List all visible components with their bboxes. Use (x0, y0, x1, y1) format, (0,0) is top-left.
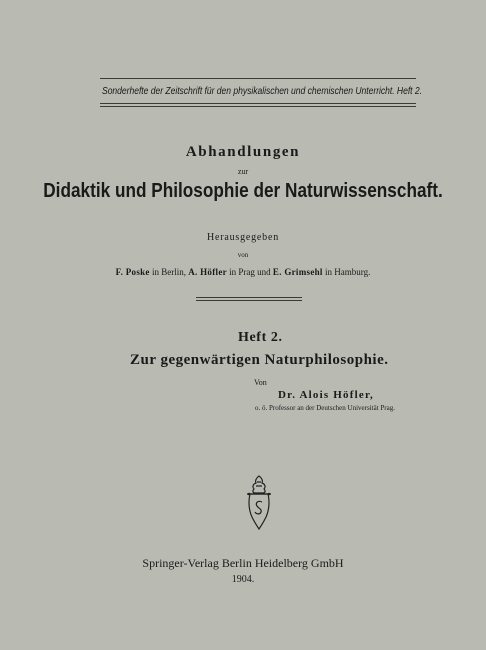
editors-line (0, 267, 486, 277)
collection-connector: zur (237, 167, 249, 176)
editor-name: E. Grimsehl (272, 267, 323, 277)
publication-year: 1904. (231, 574, 255, 585)
publisher-name: Springer-Verlag Berlin Heidelberg GmbH (142, 556, 344, 570)
series-title: Sonderhefte der Zeitschrift für den physikalischen und chemischen Unterricht. Heft 2. (102, 86, 422, 97)
editor-connector: und (257, 267, 271, 277)
edited-by-label: Herausgegeben (206, 232, 280, 243)
top-rule-lower-2 (100, 106, 416, 107)
author-affiliation: o. ö. Professor an der Deutschen Universität Prag. (255, 404, 395, 412)
top-rule-upper (100, 78, 416, 79)
issue-subtitle: Zur gegenwärtigen Naturphilosophie. (130, 352, 389, 368)
issue-number: Heft 2. (238, 330, 283, 345)
editor-place: in Hamburg. (324, 267, 371, 277)
editor-place: in Berlin, (151, 267, 186, 277)
author-name: Dr. Alois Höfler, (278, 389, 374, 401)
middle-rule-2 (196, 300, 302, 301)
author-by-label: Von (254, 378, 267, 387)
middle-rule-1 (196, 297, 302, 298)
main-title: Didaktik und Philosophie der Naturwissenschaft. (43, 180, 443, 202)
top-rule-lower-1 (100, 103, 416, 104)
springer-knight-emblem-icon (244, 474, 274, 532)
collection-title: Abhandlungen (185, 144, 301, 160)
editor-place: in Prag (229, 267, 255, 277)
edited-by-von: von (237, 251, 249, 259)
editor-name: F. Poske (115, 267, 150, 277)
editor-name: A. Höfler (188, 267, 227, 277)
